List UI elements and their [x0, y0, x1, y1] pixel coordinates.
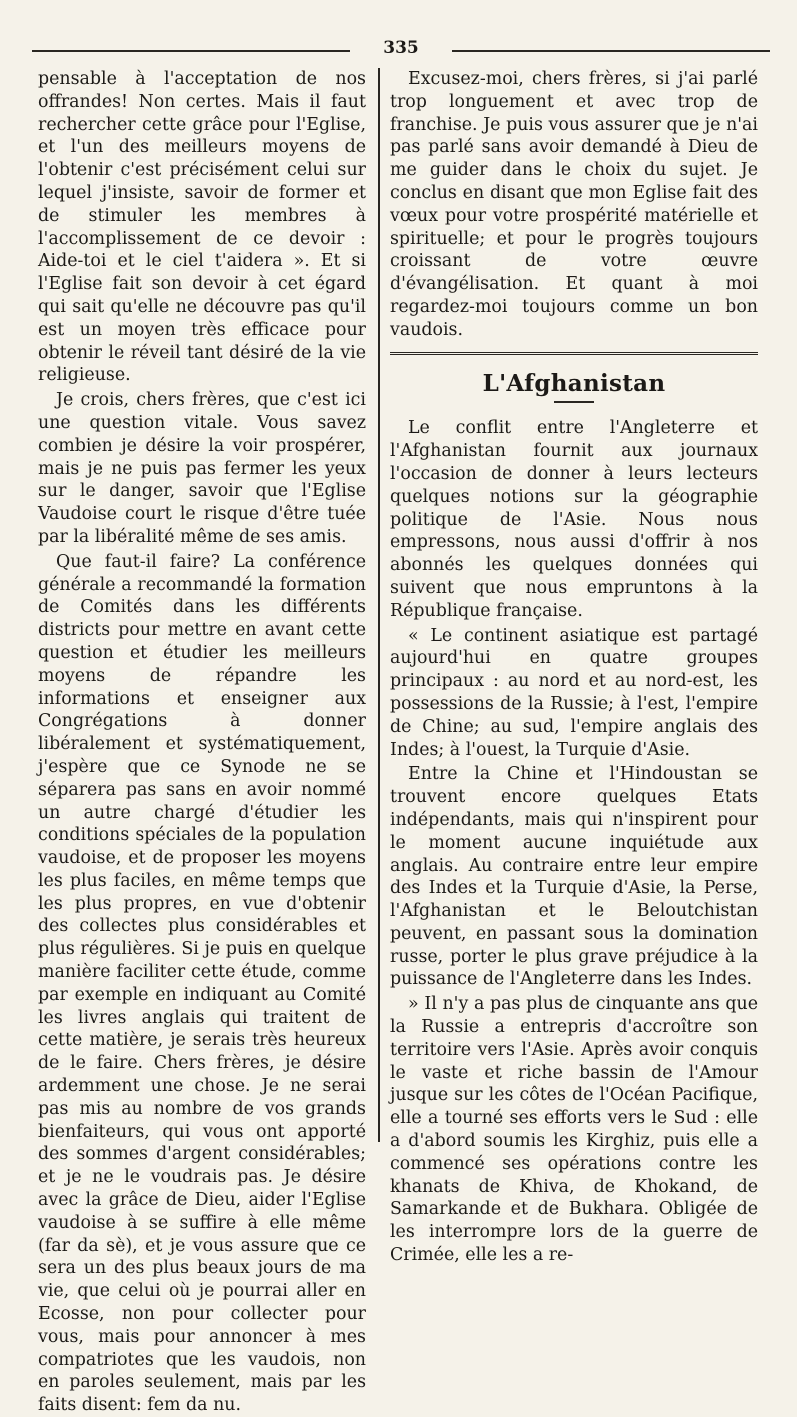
paragraph: pensable à l'acceptation de nos offrandes! Non certes. Mais il faut rechercher cette grâce pour l'Eglise, et l'un des meilleurs moyens de l'obtenir c'est précisément celui sur lequel j'insiste, savoir de former et de stimuler les membres à l'accomplissement de ce devoir : Aide-toi et le ciel t'aidera ». Et si l'Eglise fait son devoir à cet égard qui sait qu'elle ne découvre pas qu'il est un moyen très efficace pour obtenir le réveil tant désiré de la vie religieuse.	[38, 69, 366, 386]
article-title: L'Afghanistan	[482, 369, 666, 397]
header-rule-right	[452, 50, 770, 52]
page-header	[32, 38, 770, 64]
page-number: 335	[383, 38, 419, 58]
paragraph: Que faut-il faire? La conférence générale a recommandé la formation de Comités dans les différents districts pour mettre en avant cette question et étudier les meilleurs moyens de répandre les informations et enseigner aux Congrégations à donner libéralement et systématiquement, j'espère que ce Synode ne se séparera pas sans en avoir nommé un autre chargé d'étudier les conditions spéciales de la population vaudoise, et de proposer les moyens les plus faciles, en même temps que les plus propres, en vue d'obtenir des collectes plus considérables et plus régulières. Si je puis en quelque manière faciliter cette étude, comme par exemple en indiquant au Comité les livres anglais qui traitent de cette matière, je serais très heureux de le faire. Chers frères, je désire ardemment une chose. Je ne serai pas mis au nombre de vos grands bienfaiteurs, qui vous ont apporté des sommes d'argent considérables; et je ne le voudrais pas. Je désire avec la grâce de Dieu, aider l'Eglise vaudoise à se suffire à elle même (far da sè), et je vous assure que ce sera un des plus beaux jours de ma vie, que celui où je pourrai aller en Ecosse, non pour collecter pour vous, mais pour annoncer à mes compatriotes que les vaudois, non en paroles seulement, mais par les faits disent: fem da nu.	[38, 551, 366, 1416]
paragraph: Je crois, chers frères, que c'est ici une question vitale. Vous savez combien je désire la voir prospérer, mais je ne puis pas fermer les yeux sur le danger, savoir que l'Eglise Vaudoise court le risque d'être tuée par la libéralité même de ses amis.	[38, 390, 366, 547]
paragraph: » Il n'y a pas plus de cinquante ans que la Russie a entrepris d'accroître son territoire vers l'Asie. Après avoir conquis le vaste et riche bassin de l'Amour jusque sur les côtes de l'Océan Pacifique, elle a tourné ses efforts vers le Sud : elle a d'abord soumis les Kirghiz, puis elle a commencé ses opérations contre les khanats de Khiva, de Khokand, de Samarkande et de Bukhara. Obligée de les interrompre lors de la guerre de Crimée, elle les a re-	[390, 994, 758, 1266]
title-rule	[554, 401, 594, 403]
paragraph: Entre la Chine et l'Hindoustan se trouvent encore quelques Etats indépendants, mais qui n'inspirent pour le moment aucune inquiétude aux anglais. Au contraire entre leur empire des Indes et la Turquie d'Asie, la Perse, l'Afghanistan et le Beloutchistan peuvent, en passant sous la domination russe, porter le plus grave préjudice à la puissance de l'Angleterre dans les Indes.	[390, 764, 758, 990]
section-divider	[390, 352, 758, 355]
column-separator	[378, 68, 380, 1142]
paragraph: Le conflit entre l'Angleterre et l'Afghanistan fournit aux journaux l'occasion de donner à leurs lecteurs quelques notions sur la géographie politique de l'Asie. Nous nous empressons, nous aussi d'offrir à nos abonnés les quelques données qui suivent que nous empruntons à la République française.	[390, 418, 758, 621]
paragraph: Excusez-moi, chers frères, si j'ai parlé trop longuement et avec trop de franchise. Je puis vous assurer que je n'ai pas parlé sans avoir demandé à Dieu de me guider dans le choix du sujet. Je conclus en disant que mon Eglise fait des vœux pour votre prospérité matérielle et spirituelle; et pour le progrès toujours croissant de votre œuvre d'évangélisation. Et quant à moi regardez-moi toujours comme un bon vaudois.	[390, 69, 758, 340]
right-column	[390, 68, 758, 1267]
left-column	[38, 68, 366, 1417]
paragraph: « Le continent asiatique est partagé aujourd'hui en quatre groupes principaux : au nord et au nord-est, les possessions de la Russie; à l'est, l'empire de Chine; au sud, l'empire anglais des Indes; à l'ouest, la Turquie d'Asie.	[390, 625, 758, 760]
